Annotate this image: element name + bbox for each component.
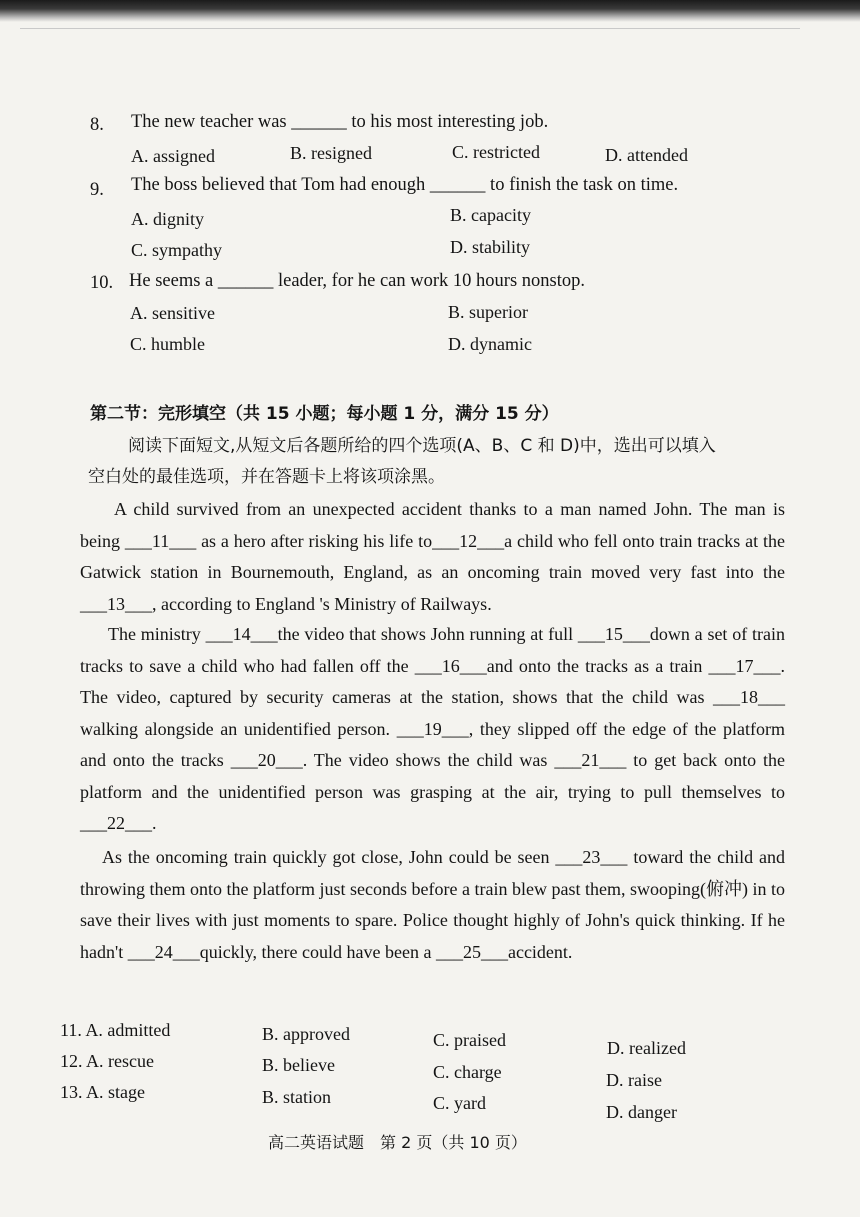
scan-fold-line [20, 28, 800, 29]
question-8-option-b: B. resigned [290, 143, 372, 163]
answer-12-option-b: B. believe [262, 1055, 335, 1075]
passage-paragraph-1: A child survived from an unexpected accident thanks to a man named John. The man is being ___11___ as a hero after risking his life to___12___a child who fell onto train tracks at the Gatwick station in Bournemouth, England, as an oncoming train moved very fast into the ___13___, according to England 's Ministry of Railways. [80, 499, 785, 614]
answer-12-option-c: C. charge [433, 1062, 502, 1082]
section-instruction-line-2: 空白处的最佳选项，并在答题卡上将该项涂黑。 [88, 467, 445, 487]
scan-edge-shadow [0, 0, 860, 22]
passage-paragraph-2: The ministry ___14___the video that shows John running at full ___15___down a set of train tracks to save a child who had fallen off the ___16___and onto the tracks as a train ___17___. The video, captured by security cameras at the station, shows that the child was ___18___ walking alongside an unidentified person. ___19___, they slipped off the edge of the platform and onto the tracks ___20___. The video shows the child was ___21___ to get back onto the platform and the unidentified person was grasping at the air, trying to pull themselves to ___22___. [80, 624, 785, 833]
question-9-option-c: C. sympathy [131, 240, 223, 260]
answer-12-option-d: D. raise [606, 1070, 662, 1090]
answer-13-option-b: B. station [262, 1087, 332, 1107]
question-10-stem: He seems a ______ leader, for he can work 10 hours nonstop. [129, 271, 585, 291]
question-10-option-a: A. sensitive [130, 303, 215, 323]
answer-11-option-d: D. realized [607, 1038, 686, 1058]
answer-13-option-c: C. yard [433, 1093, 486, 1113]
answer-11-option-a: 11. A. admitted [60, 1020, 171, 1040]
question-8-stem: The new teacher was ______ to his most interesting job. [131, 112, 549, 132]
answer-12-option-a: 12. A. rescue [60, 1051, 154, 1071]
answer-13-option-a: 13. A. stage [60, 1082, 145, 1102]
passage-paragraph-3: As the oncoming train quickly got close, John could be seen ___23___ toward the child and throwing them onto the platform just seconds before a train blew past them, swooping(俯冲) in to save their lives with just moments to spare. Police thought highly of John's quick thinking. If he hadn't ___24___quickly, there could have been a ___25___accident. [80, 847, 785, 962]
question-8-number: 8. [90, 115, 104, 135]
answer-11-option-b: B. approved [262, 1024, 350, 1044]
question-10-option-b: B. superior [448, 302, 528, 322]
question-9-stem: The boss believed that Tom had enough ______ to finish the task on time. [131, 175, 679, 195]
answer-13-option-d: D. danger [606, 1102, 677, 1122]
page-footer: 高二英语试题 第 2 页（共 10 页） [268, 1133, 527, 1152]
question-8-option-d: D. attended [605, 145, 688, 165]
section-heading: 第二节：完形填空（共 15 小题；每小题 1 分，满分 15 分） [90, 404, 559, 424]
question-10-number: 10. [90, 273, 114, 293]
question-8-option-a: A. assigned [131, 146, 215, 166]
question-9-number: 9. [90, 180, 104, 200]
question-9-option-a: A. dignity [131, 209, 205, 229]
question-10-option-d: D. dynamic [448, 334, 532, 354]
question-9-option-b: B. capacity [450, 205, 531, 225]
section-instruction-line-1: 阅读下面短文,从短文后各题所给的四个选项(A、B、C 和 D)中，选出可以填入 [128, 436, 716, 456]
question-9-option-d: D. stability [450, 237, 530, 257]
question-8-option-c: C. restricted [452, 142, 540, 162]
answer-11-option-c: C. praised [433, 1030, 506, 1050]
question-10-option-c: C. humble [130, 334, 205, 354]
